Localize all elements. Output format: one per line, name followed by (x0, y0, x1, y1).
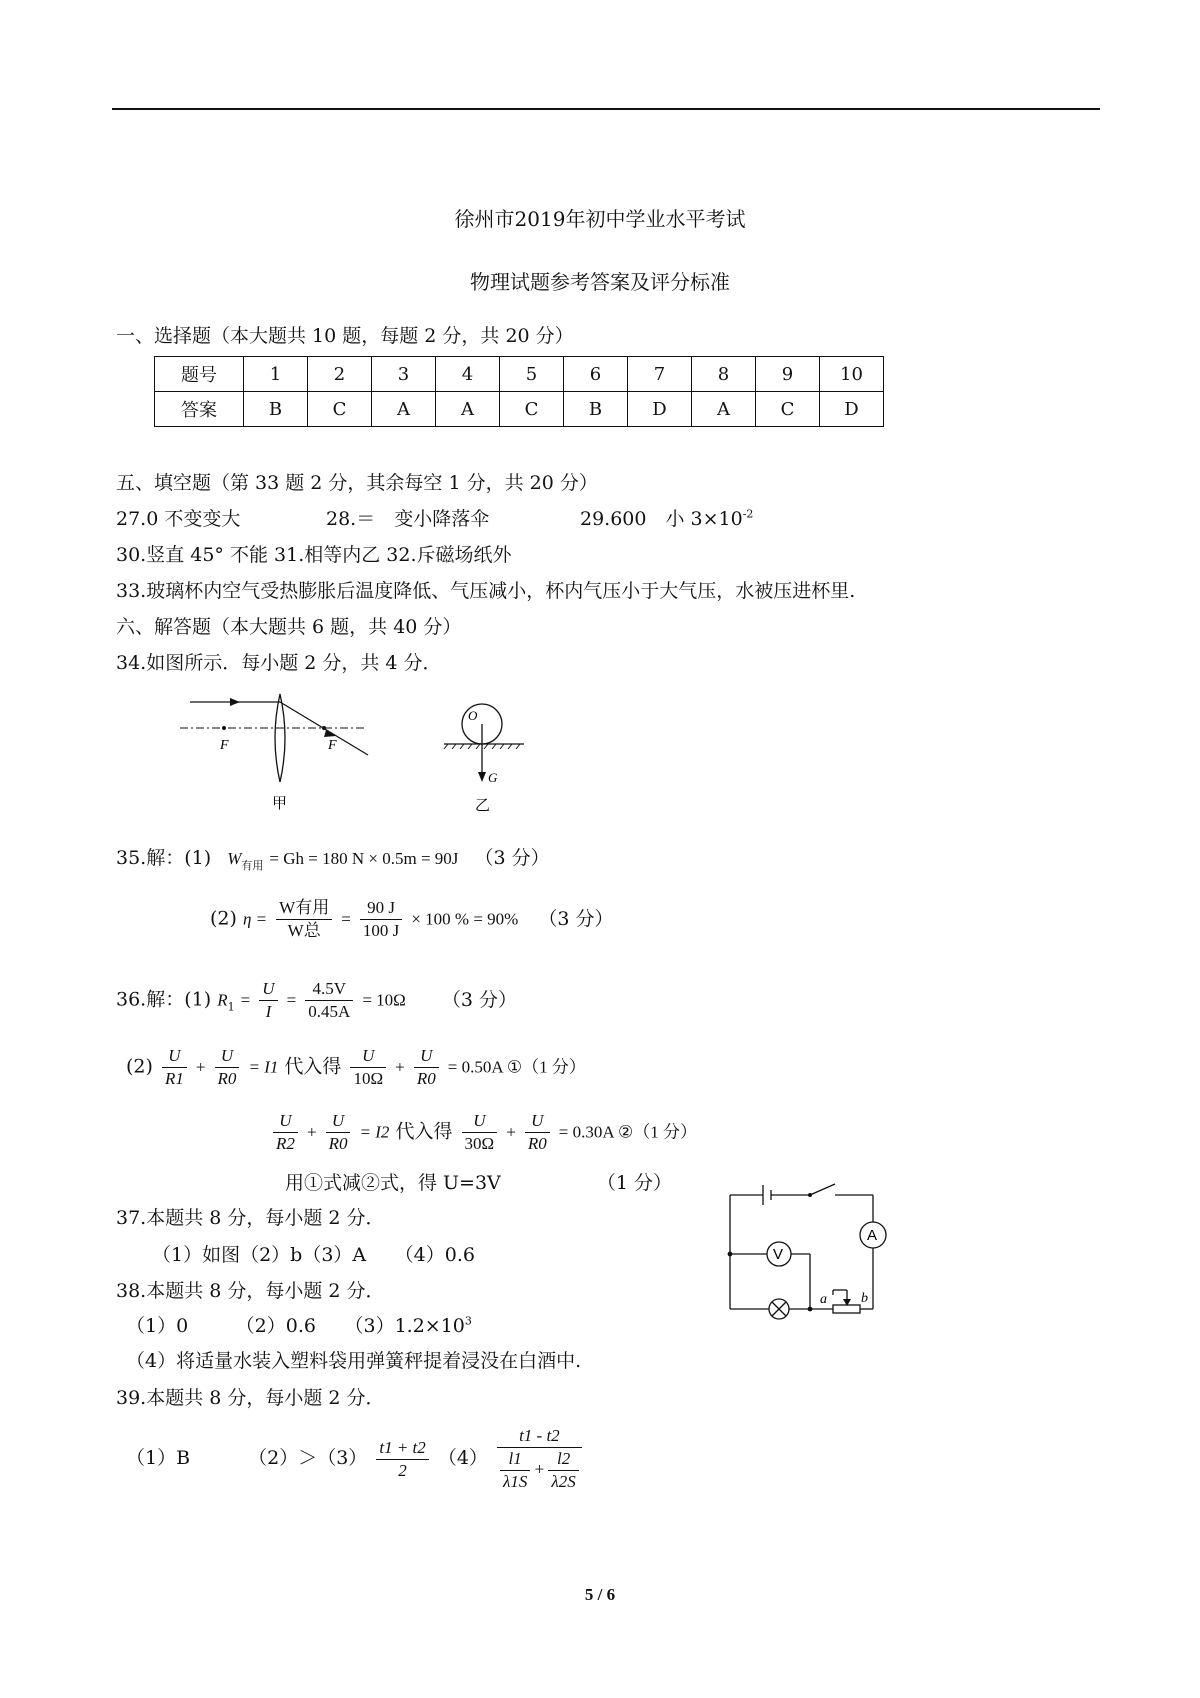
lens-diagram (180, 690, 380, 810)
convex-lens-icon (275, 694, 285, 782)
answer-cell: A (436, 392, 500, 427)
row-label-number: 题号 (155, 357, 244, 392)
answer-cell: A (692, 392, 756, 427)
terminal-b-label: b (861, 1291, 868, 1306)
question-number-cell: 2 (308, 357, 372, 392)
arrow-down-icon (478, 772, 486, 782)
question-number-cell: 8 (692, 357, 756, 392)
answer-cell: A (372, 392, 436, 427)
question-number-cell: 3 (372, 357, 436, 392)
question-number-cell: 4 (436, 357, 500, 392)
compound-fraction: t1 - t2 $\frac{l1}{\lambda 1S}$ + $\frac{l2}{\lambda 2S}$ (497, 1425, 582, 1493)
gravity-label: G (488, 770, 498, 785)
q35-line2: (2) η = $\frac{\text{W有用}}{\text{W总}}$ = $\frac{90 J}{100 J}$ × 100 % = 90% （3 分） (210, 898, 614, 940)
question-number-cell: 1 (244, 357, 308, 392)
ammeter-label: A (867, 1227, 878, 1244)
center-label: O (468, 708, 478, 723)
terminal-a-label: a (820, 1292, 827, 1307)
q38-answer-4: （4）将适量水装入塑料袋用弹簧秤提着浸没在白酒中. (126, 1350, 582, 1372)
focus-label-right: F (328, 738, 337, 753)
page-number: 5 / 6 (584, 1585, 616, 1604)
switch-icon (810, 1184, 835, 1195)
answer-cell: B (244, 392, 308, 427)
answer-cell: C (308, 392, 372, 427)
arrow-icon (324, 730, 336, 737)
table-row (155, 392, 884, 427)
focus-label-left: F (220, 738, 229, 753)
q38-answer: （1）0 （2）0.6 $(3)1.2\times 10^3$ (126, 1314, 472, 1337)
q37-answer: （1）如图（2）b（3）A （4）0.6 (152, 1244, 475, 1266)
answer-cell: C (500, 392, 564, 427)
voltmeter-label: V (773, 1246, 784, 1263)
q29-answer: 29.600 小 $3\times 10^{-2}$ (580, 507, 754, 530)
table-row (155, 357, 884, 392)
header-rule (112, 108, 1100, 110)
q36-line4: 用①式减②式，得 U=3V （1 分） (285, 1172, 672, 1194)
q30-32-answer: 30.竖直 45° 不能 31.相等内乙 32.斥磁场纸外 (116, 544, 512, 566)
q39-answer: （1）B （2）＞（3） $\frac{t1 + t2}{2}$ （4） t1 - t2 $\frac{l1}{\lambda 1S}$ + $\frac{l2}{\lambda 2S}$ (126, 1425, 585, 1493)
answer-cell: C (756, 392, 820, 427)
q36-line1: 36.解：(1) $R_1$ = $\frac{U}{I}$ = $\frac{4.5V}{0.45A}$ = 10Ω （3 分） (116, 979, 517, 1021)
q34-text: 34.如图所示．每小题 2 分，共 4 分． (116, 652, 442, 674)
section1-heading: 一、选择题（本大题共 10 题，每题 2 分，共 20 分） (116, 325, 574, 347)
q36-line3: $\frac{U}{R2}$ + $\frac{U}{R0}$ = I2 代入得 $\frac{U}{30\Omega}$ + $\frac{U}{R0}$ = 0.30A ②（1 分） (270, 1110, 697, 1155)
row-label-answer: 答案 (155, 392, 244, 427)
answer-cell: D (628, 392, 692, 427)
question-number-cell: 10 (820, 357, 884, 392)
rheostat-icon (833, 1305, 860, 1313)
question-number-cell: 9 (756, 357, 820, 392)
q33-answer: 33.玻璃杯内空气受热膨胀后温度降低、气压减小，杯内气压小于大气压，水被压进杯里. (116, 580, 856, 602)
figure-label-jia: 甲 (272, 794, 288, 810)
arrow-icon (230, 698, 240, 706)
q37-heading: 37.本题共 8 分，每小题 2 分． (116, 1207, 385, 1229)
q39-heading: 39.本题共 8 分，每小题 2 分． (116, 1387, 385, 1409)
q38-heading: 38.本题共 8 分，每小题 2 分． (116, 1280, 385, 1302)
ball-gravity-diagram (440, 700, 530, 815)
question-number-cell: 6 (564, 357, 628, 392)
q28-answer: 28.＝ 变小降落伞 (326, 508, 490, 530)
focus-point-left (222, 726, 226, 730)
exam-title: 徐州市2019年初中学业水平考试 (454, 207, 746, 231)
answer-cell: B (564, 392, 628, 427)
question-number-cell: 7 (628, 357, 692, 392)
question-number-cell: 5 (500, 357, 564, 392)
q36-line2: (2) $\frac{U}{R1}$ + $\frac{U}{R0}$ = I1 代入得 $\frac{U}{10\Omega}$ + $\frac{U}{R0}$ = 0.50A ①（1 分） (126, 1046, 586, 1088)
focus-point-right (322, 726, 326, 730)
section5-heading: 五、填空题（第 33 题 2 分，其余每空 1 分，共 20 分） (116, 472, 598, 494)
circuit-diagram (725, 1180, 910, 1320)
answer-cell: D (820, 392, 884, 427)
exam-subtitle: 物理试题参考答案及评分标准 (470, 270, 730, 294)
q35-line1: 35.解：(1) $W_{有用} = Gh = 180$ N × 0.5m = 90J （3 分） (116, 847, 550, 872)
q27-answer: 27.0 不变变大 (116, 508, 241, 530)
section6-heading: 六、解答题（本大题共 6 题，共 40 分） (116, 616, 462, 638)
figure-label-yi: 乙 (475, 796, 491, 814)
answer-table (154, 356, 884, 427)
